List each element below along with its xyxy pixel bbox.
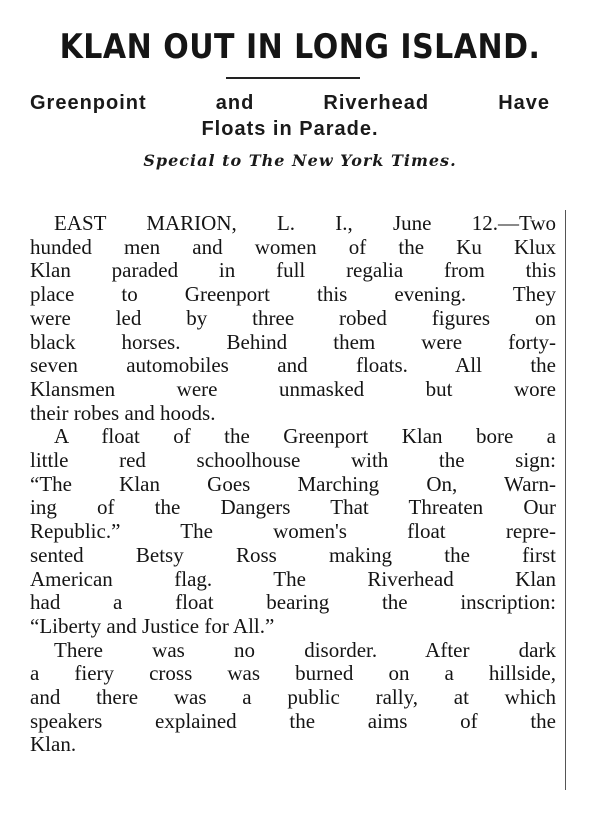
headline-rule [226,77,360,79]
body-line: their robes and hoods. [30,400,216,425]
headline: KLAN OUT IN LONG ISLAND. [59,28,541,68]
body-line: speakers explained the aims of the [30,708,556,733]
deck-line-1 [30,92,550,115]
body-line: There was no disorder. After dark [54,637,556,662]
deck-word: Riverhead [323,92,430,114]
body-line: black horses. Behind them were forty- [30,329,556,354]
body-line: EAST MARION, L. I., June 12.—Two [54,211,556,235]
body-line: seven automobiles and floats. All the [30,353,556,378]
body-line: Klansmen were unmasked but wore [30,376,556,401]
body-line: ing of the Dangers That Threaten Our [30,495,556,520]
credit-line: Special to The New York Times. [143,151,457,170]
body-line: Republic.” The women's float repre- [30,519,556,544]
body-line: A float of the Greenport Klan bore a [54,424,556,449]
article-body [30,212,556,757]
body-line: a fiery cross was burned on a hillside, [30,661,556,686]
body-line: were led by three robed figures on [30,305,556,330]
deck-word: and [215,92,255,114]
body-line: American flag. The Riverhead Klan [30,566,556,591]
body-line: and there was a public rally, at which [30,685,556,710]
body-line: had a float bearing the inscription: [30,590,556,615]
body-line: “Liberty and Justice for All.” [30,613,275,638]
body-line: Klan. [30,732,77,757]
body-line: little red schoolhouse with the sign: [30,448,556,473]
body-line: hunded men and women of the Ku Klux [30,234,556,259]
column-rule [565,210,566,790]
body-line: “The Klan Goes Marching On, Warn- [30,471,556,496]
body-line: place to Greenport this evening. They [30,282,556,307]
deck-word: Greenpoint [30,92,147,114]
deck-line-2: Floats in Parade. [201,118,379,140]
body-line: sented Betsy Ross making the first [30,542,556,567]
deck-word: Have [498,92,550,114]
body-line: Klan paraded in full regalia from this [30,258,556,283]
